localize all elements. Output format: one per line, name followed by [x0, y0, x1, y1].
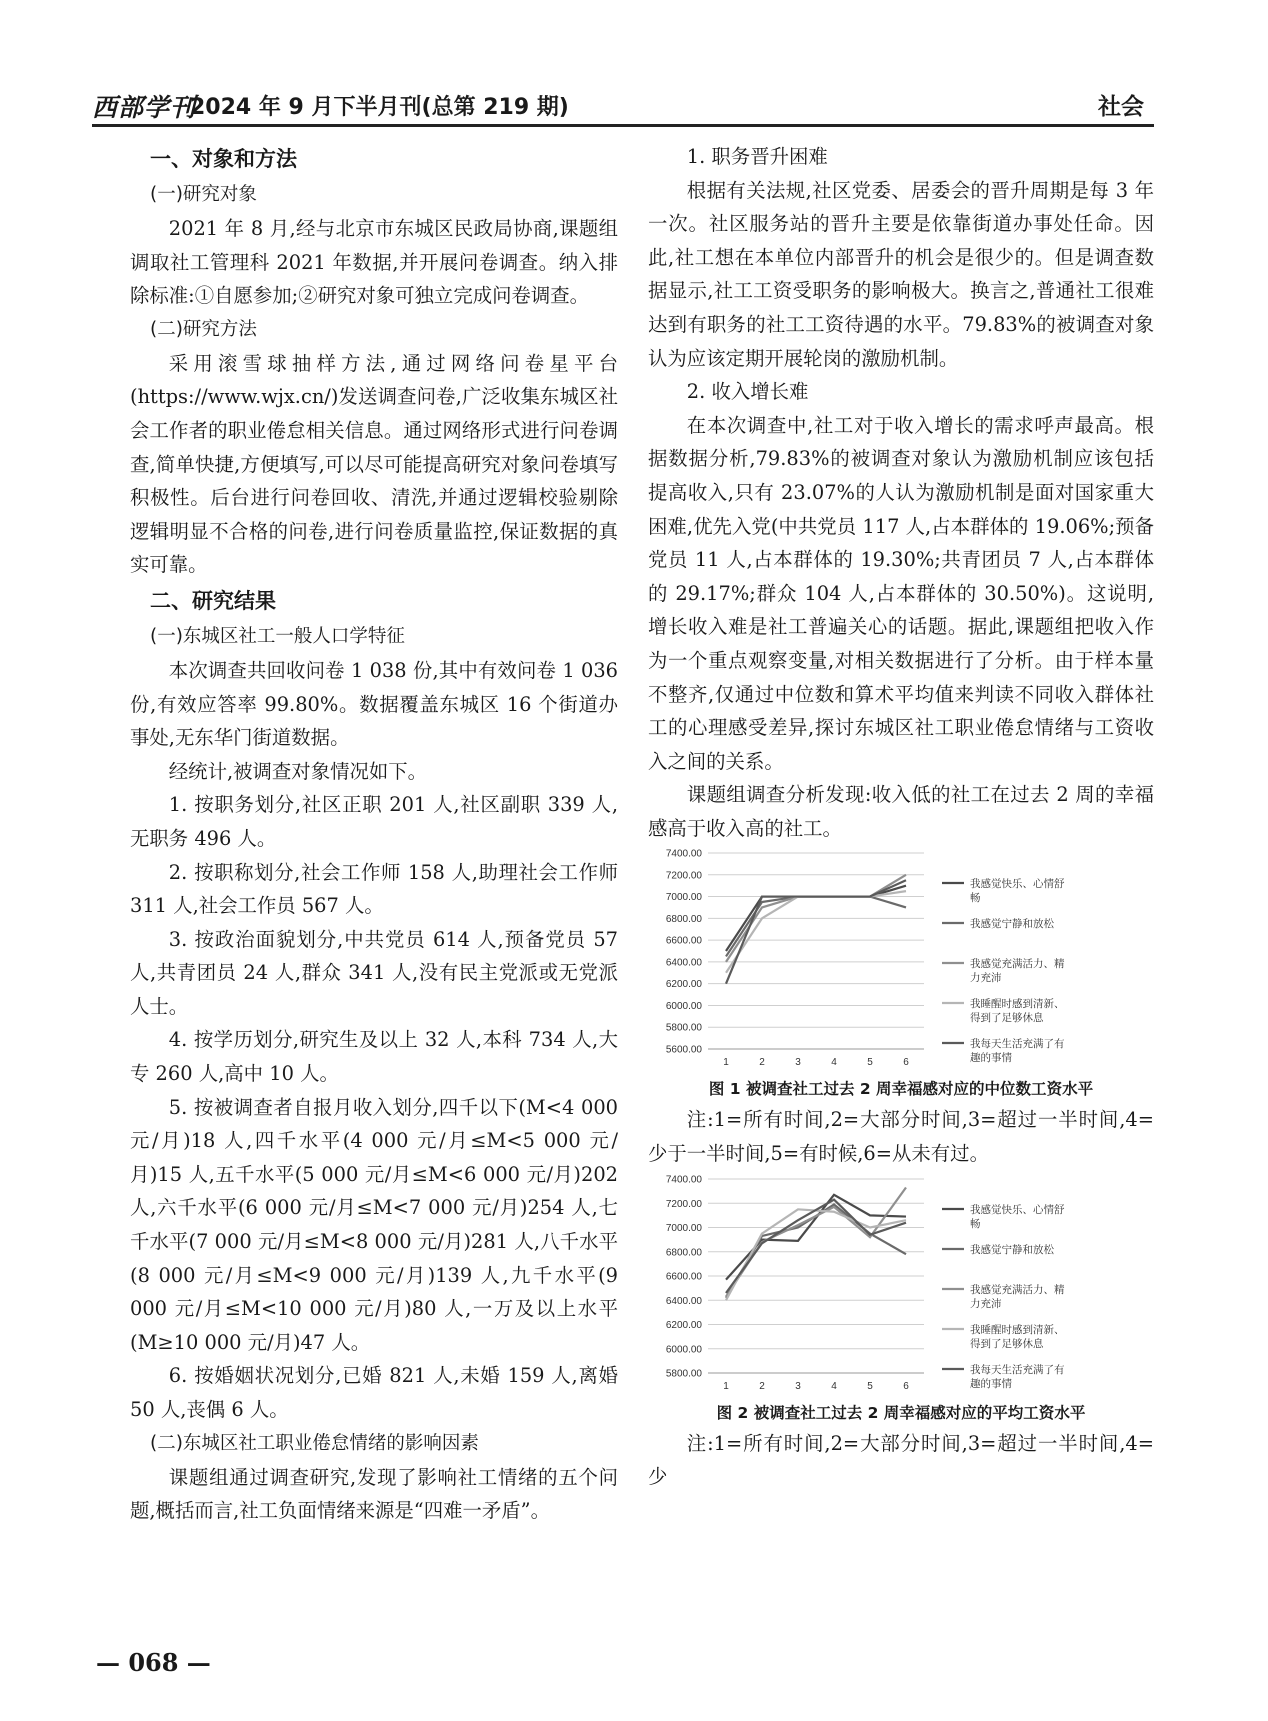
figure-2-caption: 图 2 被调查社工过去 2 周幸福感对应的平均工资水平 [716, 1403, 1086, 1422]
series-line-2 [726, 897, 906, 957]
heading-subjects: (一)研究对象 [150, 184, 257, 205]
legend-label: 我感觉快乐、心情舒畅 [970, 1203, 1065, 1230]
legend-label: 我感觉快乐、心情舒畅 [970, 878, 1065, 905]
figure-1-caption: 图 1 被调查社工过去 2 周幸福感对应的中位数工资水平 [708, 1080, 1094, 1099]
right-column [648, 140, 1154, 1494]
legend-label: 我每天生活充满了有趣的事情 [970, 1363, 1065, 1390]
issue-label: 2024 年 9 月下半月刊(总第 219 期) [190, 95, 569, 120]
paragraph-promotion: 根据有关法规,社区党委、居委会的晋升周期是每 3 年一次。社区服务站的晋升主要是依靠街道办事处任命。因此,社工想在本单位内部晋升的机会是很少的。但是调查数据显示,社工工资受职务的影响极大。换言之,普通社工很难达到有职务的社工工资待遇的水平。79.83%的被调查对象认为应该定期开展轮岗的激励机制。 [648, 178, 1154, 370]
y-tick-label: 5800.00 [665, 1023, 702, 1035]
y-tick-label: 7000.00 [665, 892, 702, 904]
x-tick-label: 3 [795, 1380, 801, 1392]
y-tick-label: 7000.00 [665, 1222, 702, 1234]
list-item: 4. 按学历划分,研究生及以上 32 人,本科 734 人,大专 260 人,高中 10 人。 [130, 1028, 618, 1086]
list-item: 5. 按被调查者自报月收入划分,四千以下(M<4 000 元/月)18 人,四千水平(4 000 元/月≤M<5 000 元/月)15 人,五千水平(5 000 元/月≤M<6 000 元/月)202 人,六千水平(6 000 元/月≤M<7 000 元/月)254 人,七千水平(7 000 元/月≤M<8 000 元/月)281 人,八千水平(8 000 元/月≤M<9 000 元/月)139 人,九千水平(9 000 元/月≤M<10 000 元/月)80 人,一万及以上水平(M≥10 000 元/月)47 人。 [130, 1095, 618, 1354]
figure-1-chart [648, 845, 1154, 1075]
journal-logo: 西部学刊 [92, 93, 197, 122]
legend-label: 我睡醒时感到清新、得到了足够休息 [970, 1323, 1065, 1350]
x-tick-label: 6 [903, 1057, 909, 1069]
paragraph-subjects: 2021 年 8 月,经与北京市东城区民政局协商,课题组调取社工管理科 2021 年数据,并开展问卷调查。纳入排除标准:①自愿参加;②研究对象可独立完成问卷调查。 [130, 217, 618, 308]
figure-2-note: 注:1=所有时间,2=大部分时间,3=超过一半时间,4=少 [648, 1431, 1154, 1489]
heading-factors: (二)东城区社工职业倦怠情绪的影响因素 [150, 1432, 479, 1454]
paragraph-factors: 课题组通过调查研究,发现了影响社工情绪的五个问题,概括而言,社工负面情绪来源是“四难一矛盾”。 [130, 1465, 618, 1523]
paragraph-income: 在本次调查中,社工对于收入增长的需求呼声最高。根据数据分析,79.83%的被调查对象认为激励机制应该包括提高收入,只有 23.07%的人认为激励机制是面对国家重大困难,优先入党(中共党员 117 人,占本群体的 19.06%;预备党员 11 人,占本群体的 19.30%;共青团员 7 人,占本群体的 29.17%;群众 104 人,占本群体的 30.50%)。这说明,增长收入难是社工普遍关心的话题。据此,课题组把收入作为一个重点观察变量,对相关数据进行了分析。由于样本量不整齐,仅通过中位数和算术平均值来判读不同收入群体社工的心理感受差异,探讨东城区社工职业倦怠情绪与工资收入之间的关系。 [648, 413, 1154, 773]
x-tick-label: 2 [759, 1380, 765, 1392]
header-rule [92, 124, 1154, 127]
series-line-5 [726, 1199, 906, 1292]
heading-results: 二、研究结果 [150, 588, 276, 613]
figure-1-note: 注:1=所有时间,2=大部分时间,3=超过一半时间,4=少于一半时间,5=有时候,6=从未有过。 [648, 1108, 1154, 1166]
figure-1-svg [648, 845, 1154, 1075]
y-tick-label: 6600.00 [665, 936, 702, 948]
figure-2-chart [648, 1171, 1154, 1399]
heading-method: (二)研究方法 [150, 318, 257, 340]
legend-label: 我感觉充满活力、精力充沛 [970, 1283, 1065, 1310]
paragraph-demographics: 本次调查共回收问卷 1 038 份,其中有效问卷 1 036 份,有效应答率 99.80%。数据覆盖东城区 16 个街道办事处,无东华门街道数据。 [130, 658, 618, 750]
x-tick-label: 6 [903, 1380, 909, 1392]
legend-label: 我感觉宁静和放松 [970, 1243, 1054, 1256]
y-tick-label: 7400.00 [665, 848, 702, 860]
y-tick-label: 6800.00 [665, 1246, 702, 1258]
page-header [92, 88, 1152, 120]
legend-label: 我每天生活充满了有趣的事情 [970, 1038, 1065, 1065]
heading-methods: 一、对象和方法 [150, 147, 297, 171]
page-number: — 068 — [96, 1648, 211, 1677]
y-tick-label: 5600.00 [665, 1044, 702, 1056]
y-tick-label: 6000.00 [665, 1001, 702, 1013]
x-tick-label: 4 [831, 1380, 837, 1392]
heading-promotion: 1. 职务晋升困难 [686, 145, 828, 168]
legend-label: 我感觉充满活力、精力充沛 [970, 958, 1065, 985]
y-tick-label: 6200.00 [665, 979, 702, 991]
heading-demographics: (一)东城区社工一般人口学特征 [150, 625, 405, 647]
x-tick-label: 5 [867, 1380, 873, 1392]
legend-label: 我感觉宁静和放松 [970, 918, 1054, 931]
y-tick-label: 7200.00 [665, 870, 702, 882]
list-item: 6. 按婚姻状况划分,已婚 821 人,未婚 159 人,离婚 50 人,丧偶 6 人。 [130, 1364, 618, 1421]
x-tick-label: 2 [759, 1057, 765, 1069]
x-tick-label: 4 [831, 1057, 837, 1069]
y-tick-label: 6000.00 [665, 1343, 702, 1355]
x-tick-label: 1 [723, 1057, 729, 1069]
x-tick-label: 1 [723, 1380, 729, 1392]
y-tick-label: 6600.00 [665, 1271, 702, 1283]
y-tick-label: 7200.00 [665, 1198, 702, 1210]
paragraph-method: 采用滚雪球抽样方法,通过网络问卷星平台(https://www.wjx.cn/)发送调查问卷,广泛收集东城区社会工作者的职业倦怠相关信息。通过网络形式进行问卷调查,简单快捷,方便填写,可以尽可能提高研究对象问卷填写积极性。后台进行问卷回收、清洗,并通过逻辑校验剔除逻辑明显不合格的问卷,进行问卷质量监控,保证数据的真实可靠。 [130, 351, 618, 577]
y-tick-label: 5800.00 [665, 1368, 702, 1380]
legend-label: 我睡醒时感到清新、得到了足够休息 [970, 998, 1065, 1025]
figure-2-svg [648, 1171, 1154, 1399]
y-tick-label: 7400.00 [665, 1174, 702, 1186]
y-tick-label: 6400.00 [665, 957, 702, 969]
list-item: 1. 按职务划分,社区正职 201 人,社区副职 339 人,无职务 496 人。 [130, 793, 618, 850]
x-tick-label: 3 [795, 1057, 801, 1069]
paragraph-stats-intro: 经统计,被调查对象情况如下。 [168, 759, 428, 783]
heading-income: 2. 收入增长难 [686, 380, 809, 404]
paragraph-finding: 课题组调查分析发现:收入低的社工在过去 2 周的幸福感高于收入高的社工。 [648, 783, 1154, 840]
y-tick-label: 6400.00 [665, 1295, 702, 1307]
y-tick-label: 6200.00 [665, 1319, 702, 1331]
series-line-4 [726, 892, 906, 974]
section-label: 社会 [1098, 94, 1144, 120]
list-item: 3. 按政治面貌划分,中共党员 614 人,预备党员 57 人,共青团员 24 人,群众 341 人,没有民主党派或无党派人士。 [130, 927, 618, 1018]
series-line-3 [726, 1187, 906, 1296]
x-tick-label: 5 [867, 1057, 873, 1069]
series-line-1 [726, 1194, 906, 1279]
list-item: 2. 按职称划分,社会工作师 158 人,助理社会工作师 311 人,社会工作员 567 人。 [130, 860, 618, 918]
y-tick-label: 6800.00 [665, 914, 702, 926]
left-column [130, 140, 618, 1528]
